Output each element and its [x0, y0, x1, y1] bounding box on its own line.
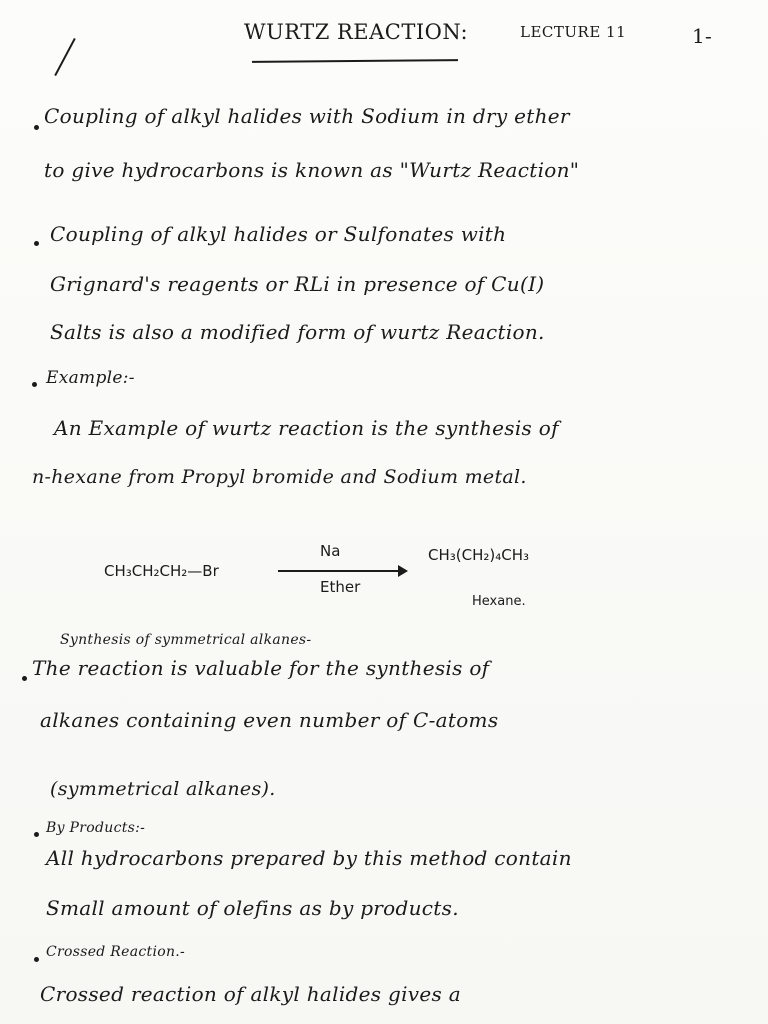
reaction-arrow-head [398, 565, 408, 577]
text-line: Coupling of alkyl halides or Sulfonates with [50, 222, 507, 246]
text-line: Small amount of olefins as by products. [46, 896, 459, 920]
text-line: to give hydrocarbons is known as "Wurtz Reaction" [44, 158, 580, 182]
bullet-dot [34, 241, 39, 246]
text-line: Coupling of alkyl halides with Sodium in dry ether [44, 104, 570, 128]
text-line: The reaction is valuable for the synthesis of [32, 656, 490, 680]
equation-product-name: Hexane. [472, 594, 526, 609]
bullet-dot [34, 832, 39, 837]
bullet-dot [22, 676, 27, 681]
section-heading: By Products:- [46, 820, 146, 836]
bullet-dot [34, 957, 39, 962]
equation-solvent: Ether [320, 578, 361, 596]
reaction-arrow [278, 570, 406, 572]
section-heading: Synthesis of symmetrical alkanes- [60, 632, 312, 648]
text-line: alkanes containing even number of C-atoms [40, 708, 499, 732]
section-heading: Example:- [46, 368, 135, 388]
section-heading: Crossed Reaction.- [46, 944, 186, 960]
equation-reagent: Na [320, 542, 341, 560]
page-number: 1- [692, 24, 713, 48]
equation-product: CH₃(CH₂)₄CH₃ [428, 546, 530, 564]
title-underline [252, 59, 458, 63]
lecture-label: LECTURE 11 [520, 23, 627, 41]
page-title: WURTZ REACTION: [244, 20, 469, 44]
text-line: n-hexane from Propyl bromide and Sodium metal. [32, 466, 527, 488]
equation-reactant: CH₃CH₂CH₂—Br [104, 562, 219, 580]
text-line: An Example of wurtz reaction is the synthesis of [54, 416, 559, 440]
text-line: Salts is also a modified form of wurtz Reaction. [50, 320, 545, 344]
text-line: (symmetrical alkanes). [50, 778, 276, 800]
bullet-dot [34, 125, 39, 130]
text-line: All hydrocarbons prepared by this method contain [46, 846, 572, 870]
bullet-dot [32, 382, 37, 387]
margin-slash-mark [54, 38, 75, 76]
text-line: Grignard's reagents or RLi in presence of Cu(I) [50, 272, 545, 296]
text-line: Crossed reaction of alkyl halides gives a [40, 982, 461, 1006]
